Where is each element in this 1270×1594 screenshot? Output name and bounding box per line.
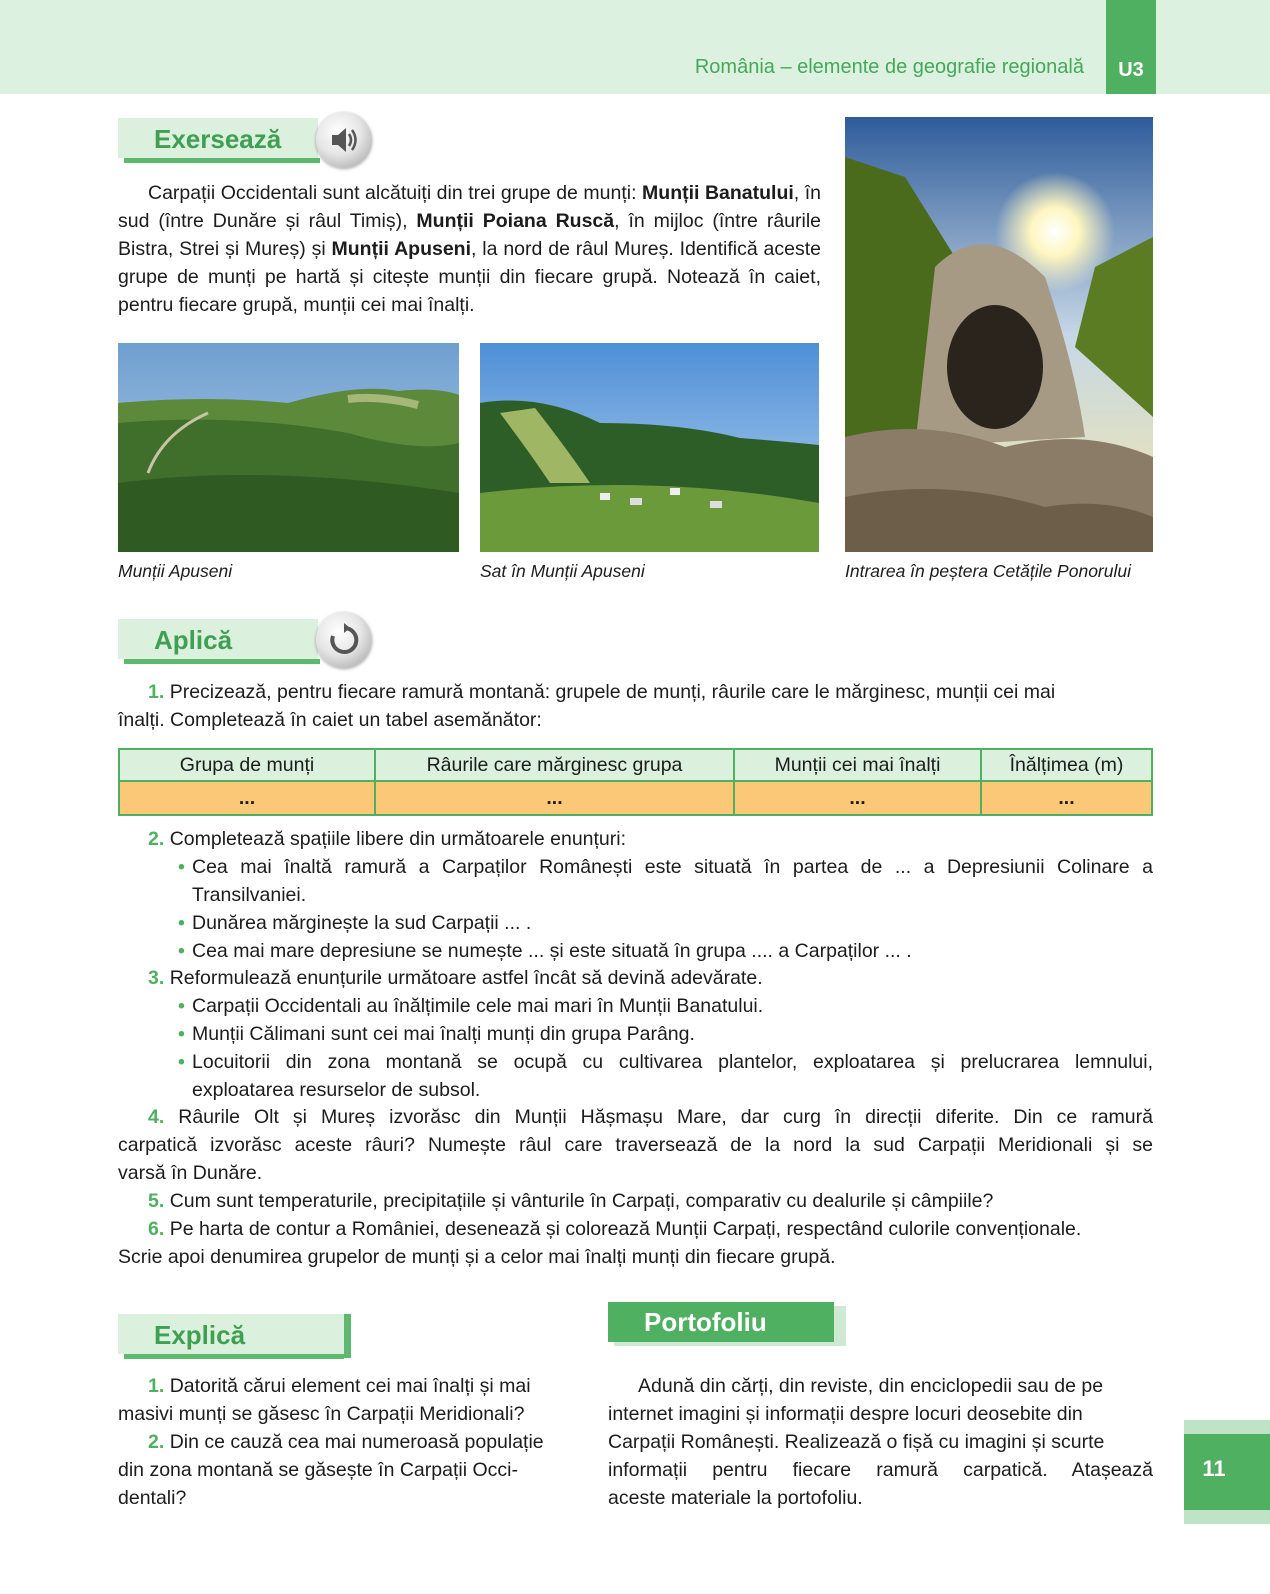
question-6-cont: Scrie apoi denumirea grupelor de munți și a celor mai înalți munți din fiecare grupă. <box>118 1246 836 1268</box>
running-title: România – elemente de geografie regională <box>694 56 1084 78</box>
unit-label: U3 <box>1118 59 1144 81</box>
photo-caption: Sat în Munții Apuseni <box>480 561 645 581</box>
question-number: 6. <box>148 1218 165 1240</box>
table-header-cell: Râurile care mărginesc grupa <box>375 749 734 781</box>
speaker-icon <box>326 122 362 158</box>
question-number: 2. <box>148 1431 165 1453</box>
explica-question-2-cont: dentali? <box>118 1487 187 1509</box>
bullet-item: • Dunărea mărginește la sud Carpații ... . <box>178 912 532 934</box>
photo-cave-entrance <box>845 117 1153 552</box>
refresh-icon <box>326 622 362 658</box>
photo-caption: Intrarea în peștera Cetățile Ponorului <box>845 561 1131 581</box>
question-2: 2. Completează spațiile libere din următoarele enunțuri: <box>148 828 627 850</box>
table-header-cell: Înălțimea (m) <box>981 749 1152 781</box>
photo-caption: Munții Apuseni <box>118 561 233 581</box>
page-number: 11 <box>1202 1456 1226 1481</box>
header-band <box>0 0 1270 94</box>
bullet-item: • Cea mai înaltă ramură a Carpaților Românești este situată în partea de ... a Depresiunii Colinare a <box>178 856 1153 878</box>
question-1-cont: înalți. Completează în caiet un tabel asemănător: <box>118 709 542 731</box>
bullet-item: • Cea mai mare depresiune se numește ... și este situată în grupa .... a Carpaților ... . <box>178 940 912 962</box>
section-header-portofoliu <box>608 1302 840 1346</box>
question-4-cont: varsă în Dunăre. <box>118 1162 263 1184</box>
exerseaza-paragraph: Carpații Occidentali sunt alcătuiți din trei grupe de munți: Munții Banatului, în sud (între Dunăre și râul Timiș), Munții Poiana Ruscă, în mijloc (între râurile Bistra, Strei și Mureș) și Munții Apuseni, la nord de râul Mureș. Identifică aceste grupe de munți pe hartă și citește munții din fiecare grupă. Notează în caiet, pentru fiecare grupă, munții cei mai înalți. <box>118 182 822 316</box>
question-number: 2. <box>148 828 165 850</box>
explica-question-2: 2. Din ce cauză cea mai numeroasă populație <box>148 1431 544 1453</box>
section-title: Explică <box>154 1320 246 1350</box>
question-number: 1. <box>148 681 165 703</box>
section-header-exerseaza <box>118 118 328 162</box>
answer-table <box>118 748 1153 816</box>
question-number: 5. <box>148 1190 165 1212</box>
question-6: 6. Pe harta de contur a României, desenează și colorează Munții Carpați, respectând culorile convenționale. <box>148 1218 1082 1240</box>
question-3: 3. Reformulează enunțurile următoare astfel încât să devină adevărate. <box>148 967 763 989</box>
table-cell: ... <box>375 781 734 815</box>
bullet-item-cont: Transilvaniei. <box>192 884 307 906</box>
table-header-cell: Grupa de munți <box>119 749 375 781</box>
portofoliu-text: informații pentru fiecare ramură carpatică. Atașează <box>608 1459 1153 1481</box>
question-1: 1. Precizează, pentru fiecare ramură montană: grupele de munți, râurile care le mărginesc, munții cei mai <box>148 681 1056 703</box>
bullet-item: • Munții Călimani sunt cei mai înalți munți din grupa Parâng. <box>178 1023 695 1045</box>
question-4-cont: carpatică izvorăsc aceste râuri? Numește râul care traversează de la nord la sud Carpații Meridionali și se <box>118 1134 1153 1156</box>
question-5: 5. Cum sunt temperaturile, precipitațiile și vânturile în Carpați, comparativ cu dealurile și câmpiile? <box>148 1190 994 1212</box>
portofoliu-text: Carpații Românești. Realizează o fișă cu imagini și scurte <box>608 1431 1105 1453</box>
bullet-item-cont: exploatarea resurselor de subsol. <box>192 1079 481 1101</box>
section-title: Exersează <box>154 124 282 154</box>
table-cell: ... <box>734 781 981 815</box>
table-header-row <box>119 749 1152 781</box>
section-header-aplica <box>118 619 328 663</box>
portofoliu-text: Adună din cărți, din reviste, din enciclopedii sau de pe <box>638 1375 1104 1397</box>
photo-apuseni-mountains <box>118 343 459 552</box>
portofoliu-text: internet imagini și informații despre locuri deosebite din <box>608 1403 1083 1425</box>
section-title: Portofoliu <box>644 1307 767 1337</box>
bullet-item: • Carpații Occidentali au înălțimile cele mai mari în Munții Banatului. <box>178 995 764 1017</box>
explica-question-1-cont: masivi munți se găsesc în Carpații Meridionali? <box>118 1403 525 1425</box>
question-number: 1. <box>148 1375 165 1397</box>
explica-question-1: 1. Datorită cărui element cei mai înalți și mai <box>148 1375 531 1397</box>
question-4: 4. Râurile Olt și Mureș izvorăsc din Munții Hășmașu Mare, dar curg în direcții diferite. Din ce ramură <box>148 1106 1153 1128</box>
table-header-cell: Munții cei mai înalți <box>734 749 981 781</box>
question-number: 4. <box>148 1106 165 1128</box>
portofoliu-text: aceste materiale la portofoliu. <box>608 1487 863 1509</box>
question-number: 3. <box>148 967 165 989</box>
section-header-explica <box>118 1314 358 1358</box>
table-row <box>119 781 1152 815</box>
unit-tab <box>1106 0 1156 94</box>
audio-button[interactable] <box>316 112 372 168</box>
refresh-button[interactable] <box>316 612 372 668</box>
explica-question-2-cont: din zona montană se găsește în Carpații Occi- <box>118 1459 518 1481</box>
page-number-tab <box>1184 1420 1270 1524</box>
photo-village-apuseni <box>480 343 819 552</box>
table-cell: ... <box>119 781 375 815</box>
table-cell: ... <box>981 781 1152 815</box>
bullet-item: • Locuitorii din zona montană se ocupă cu cultivarea plantelor, exploatarea și prelucrarea lemnului, <box>178 1051 1153 1073</box>
section-title: Aplică <box>154 625 233 655</box>
